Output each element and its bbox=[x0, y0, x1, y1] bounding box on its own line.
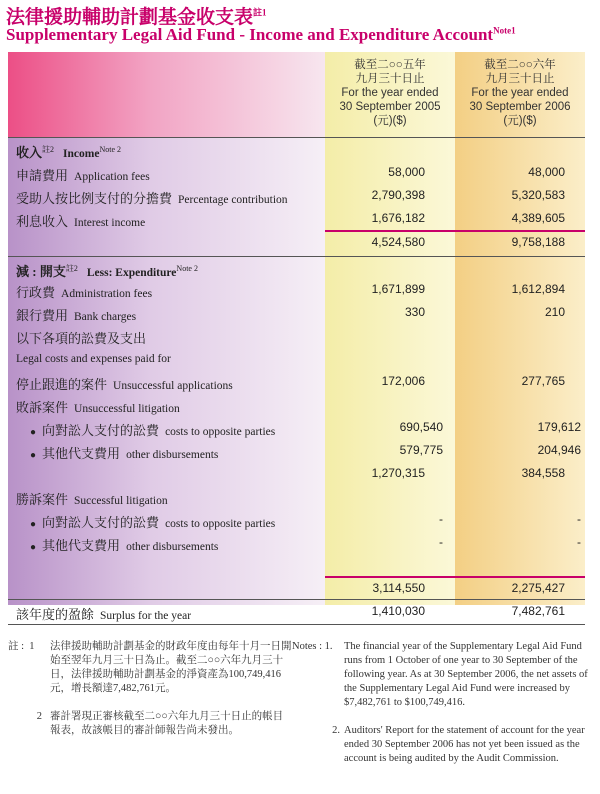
notes-english: Notes : 1. The financial year of the Supplementary Legal Aid Fund runs from 1 October of one year to 30 September of the following year. As at 30 September 2006, the net assets of the Supplementary Legal Aid Fund were increased by $7,482,761 to $100,749,416. 2. Auditors' Report for the statement of account for the year ended 30 September 2006 has not yet been issued as the account is being audited by the Audit Commission. bbox=[292, 641, 588, 764]
bullet-icon: ● bbox=[30, 519, 37, 530]
unsuccessful-litigation-heading: 敗訴案件 Unsuccessful litigation bbox=[16, 400, 180, 415]
section-divider bbox=[8, 256, 585, 257]
table-row: 申請費用 Application fees 58,000 48,000 bbox=[16, 165, 565, 183]
legal-costs-intro-en: Legal costs and expenses paid for bbox=[16, 353, 171, 365]
total-line bbox=[325, 576, 585, 578]
title-english: Supplementary Legal Aid Fund - Income and Expenditure Account$^{Note1}$ bbox=[6, 25, 516, 44]
table-row: 利息收入 Interest income 1,676,182 4,389,605 bbox=[16, 211, 565, 229]
surplus-divider bbox=[8, 599, 585, 600]
table-row: ● 其他代支費用 other disbursements 579,775 204,946 bbox=[30, 443, 581, 461]
table-row: 銀行費用 Bank charges 330 210 bbox=[16, 305, 565, 323]
legal-costs-intro-zh: 以下各項的訟費及支出 bbox=[16, 331, 147, 346]
notes-chinese: 註 : 1 法律援助輔助計劃基金的財政年度由每年十月一日開始至翌年九月三十日為止。截至二○○六年九月三十日，法律援助輔助計劃基金的淨資產為100,749,416元，增長額達7,482,761元。 2 審計署現正審核截至二○○六年九月三十日止的帳目報表，故該帳目的審計師報告尚未發出。 bbox=[8, 641, 292, 736]
column-header-2006: 截至二○○六年 九月三十日止 For the year ended 30 September 2006 (元)($) bbox=[469, 59, 571, 127]
expenditure-heading: 減 : 開支$^{註2}$ Less: Expenditure$^{Note 2}$ bbox=[16, 264, 198, 279]
bottom-rule bbox=[8, 624, 585, 625]
table-row: 受助人按比例支付的分擔費 Percentage contribution 2,790,398 5,320,583 bbox=[16, 188, 565, 206]
bullet-icon: ● bbox=[30, 427, 37, 438]
surplus-row: 該年度的盈餘 Surplus for the year 1,410,030 7,482,761 bbox=[16, 604, 565, 622]
table-row: 停止跟進的案件 Unsuccessful applications 172,006 277,765 bbox=[16, 374, 565, 392]
title-chinese: 法律援助輔助計劃基金收支表$^{註1}$ bbox=[6, 7, 267, 28]
unsuccessful-subtotal-row: 1,270,315 384,558 bbox=[371, 466, 565, 480]
income-total-row: 4,524,580 9,758,188 bbox=[371, 235, 565, 249]
income-heading: 收入$^{註2}$ Income$^{Note 2}$ bbox=[16, 145, 121, 160]
table-row: ● 向對訟人支付的訟費 costs to opposite parties 690,540 179,612 bbox=[30, 420, 581, 438]
subtotal-line bbox=[325, 230, 585, 232]
table-row: 行政費 Administration fees 1,671,899 1,612,894 bbox=[16, 282, 565, 300]
successful-litigation-heading: 勝訴案件 Successful litigation bbox=[16, 492, 168, 507]
header-divider bbox=[8, 137, 585, 138]
bullet-icon: ● bbox=[30, 542, 37, 553]
table-row: ● 其他代支費用 other disbursements - - bbox=[30, 535, 581, 553]
expenditure-total-row: 3,114,550 2,275,427 bbox=[372, 581, 565, 595]
bullet-icon: ● bbox=[30, 450, 37, 461]
column-header-2005: 截至二○○五年 九月三十日止 For the year ended 30 September 2005 (元)($) bbox=[339, 59, 441, 127]
table-row: ● 向對訟人支付的訟費 costs to opposite parties - - bbox=[30, 512, 581, 530]
